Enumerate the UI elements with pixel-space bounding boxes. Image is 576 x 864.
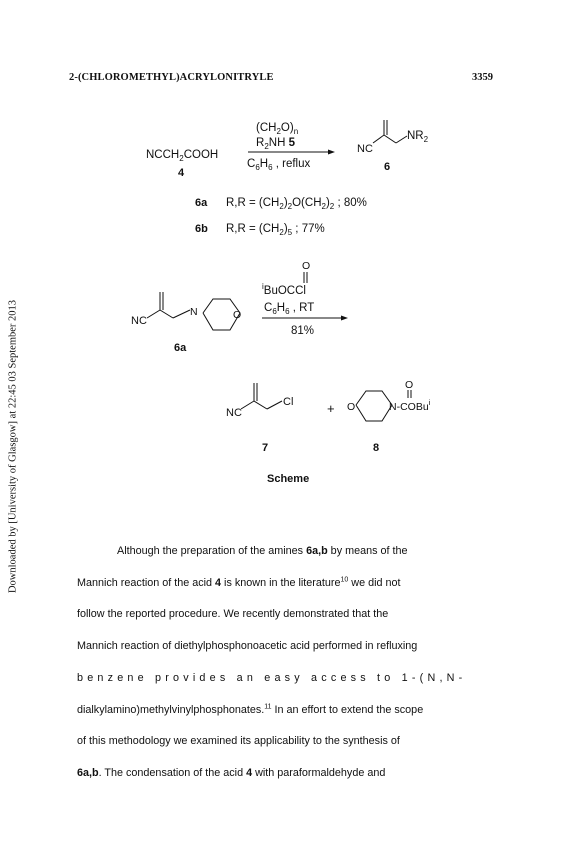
conditions-reflux: $C_6H_6$ , reflux — [247, 158, 311, 172]
product-8-number: 8 — [373, 442, 380, 454]
compound-6a-label: 6a — [195, 197, 208, 209]
body-line-8: 6a,b. The condensation of the acid 4 with paraformaldehyde and — [77, 766, 386, 779]
product-6-number: 6 — [384, 161, 391, 173]
compound-6a-n: N — [190, 306, 198, 318]
compound-6b-text: $R,R = (CH_2)_5$ ; 77% — [226, 223, 325, 237]
reagent-chloroformate: $^i$BuOCCl — [262, 282, 306, 297]
body-line-4: Mannich reaction of diethylphosphonoacetic acid performed in refluxing — [77, 640, 418, 653]
arrowhead-2 — [341, 316, 348, 321]
running-title: 2-(CHLOROMETHYL)ACRYLONITRYLE — [69, 72, 274, 83]
download-watermark: Downloaded by [University of Glasgow] at 22:45 03 September 2013 — [7, 299, 19, 594]
body-line-2: Mannich reaction of the acid 4 is known in the literature$^{10}$ we did not — [77, 576, 401, 589]
product-7-cl: Cl — [283, 396, 294, 408]
product-7-structure — [241, 383, 282, 409]
product-8-carbonyl-o: O — [405, 379, 414, 391]
product-6-structure — [373, 120, 407, 143]
body-line-1: Although the preparation of the amines 6a,b by means of the — [117, 545, 408, 557]
arrowhead-1 — [328, 150, 335, 155]
body-paragraph — [77, 536, 507, 790]
body-line-3: follow the reported procedure. We recently demonstrated that the — [77, 608, 389, 621]
compound-6a-text: $R,R = (CH_2)_2O(CH_2)_2$ ; 80% — [226, 197, 367, 211]
product-7-number: 7 — [262, 442, 269, 454]
product-6-nr2: $NR_2$ — [407, 130, 429, 144]
body-line-7: of this methodology we examined its applicability to the synthesis of — [77, 735, 400, 748]
product-7-nc: NC — [226, 407, 242, 419]
compound-6a-o: O — [233, 309, 242, 321]
reaction-yield: 81% — [291, 325, 315, 337]
product-6-nc: NC — [357, 143, 373, 155]
compound-6b-label: 6b — [195, 223, 208, 235]
reactant-4-number: 4 — [178, 167, 185, 179]
reactant-4: $NCCH_2COOH$ — [146, 149, 219, 163]
scheme-caption: Scheme — [267, 473, 310, 485]
reagent-paraformaldehyde: $(CH_2O)_n$ — [256, 122, 299, 136]
product-8-o: O — [347, 401, 356, 413]
conditions-rt: $C_6H_6$ , RT — [264, 302, 315, 316]
reagent-amine: $R_2NH$ 5 — [256, 137, 295, 151]
reagent-carbonyl-o: O — [302, 260, 311, 272]
body-line-5: benzene provides an easy access to 1-(N,N- — [77, 671, 467, 684]
product-8-n-cobu: N-COBu$^i$ — [389, 398, 431, 413]
page-number: 3359 — [472, 72, 493, 83]
compound-6a-number: 6a — [174, 342, 187, 354]
body-line-6: dialkylamino)methylvinylphosphonates.$^{11}$ In an effort to extend the scope — [77, 702, 424, 716]
compound-6a-nc: NC — [131, 315, 147, 327]
plus-sign: + — [327, 401, 335, 416]
